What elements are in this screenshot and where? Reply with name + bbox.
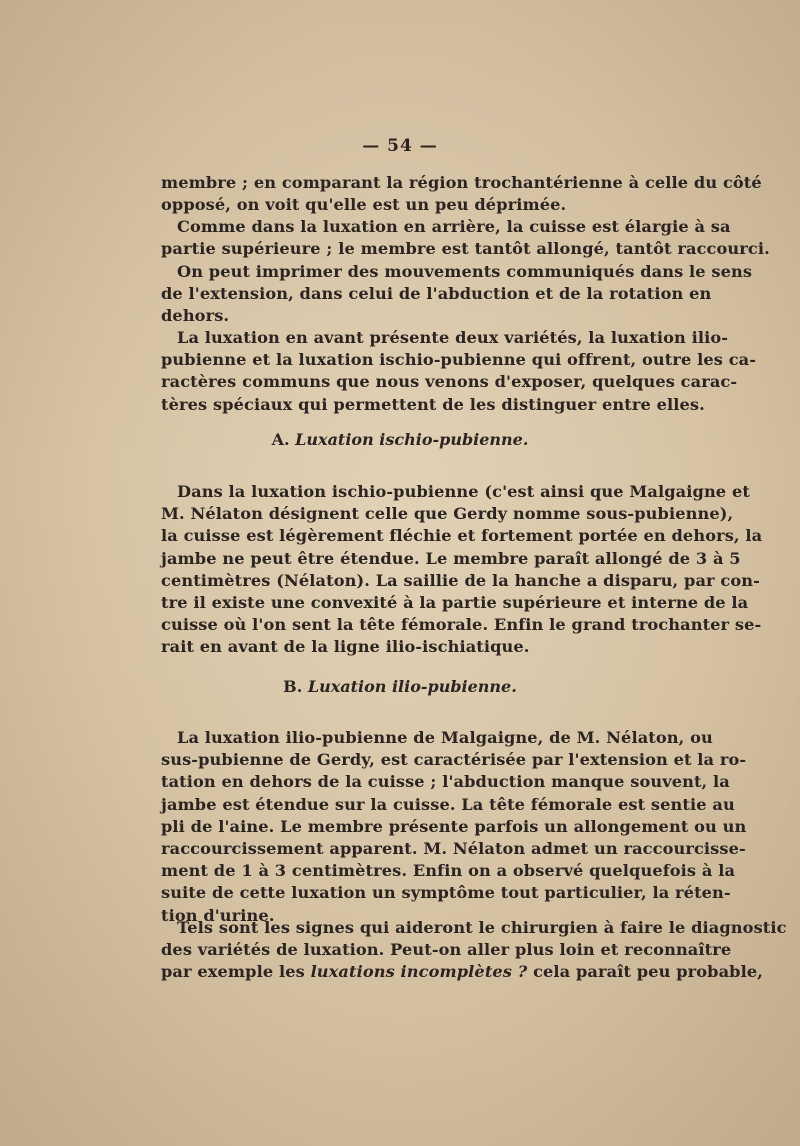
text-line: jambe est étendue sur la cuisse. La tête fémorale est sentie au — [161, 794, 735, 814]
text-line: centimètres (Nélaton). La saillie de la hanche a disparu, par con- — [161, 570, 760, 590]
italic-fragment: luxations incomplètes ? — [310, 962, 528, 982]
heading-title: Luxation ischio-pubienne. — [295, 430, 529, 449]
text-line: raccourcissement apparent. M. Nélaton admet un raccourcisse- — [161, 838, 746, 858]
text-line: dehors. — [161, 306, 230, 326]
page-number: — 54 — — [362, 136, 438, 156]
text-line: tre il existe une convexité à la partie supérieure et interne de la — [161, 592, 749, 612]
section-heading-a — [0, 430, 800, 449]
text-line: opposé, on voit qu'elle est un peu déprimée. — [161, 195, 567, 215]
text-line: sus-pubienne de Gerdy, est caractérisée par l'extension et la ro- — [161, 750, 747, 770]
paragraph-ilio-pubic — [161, 727, 747, 927]
text-line: tion d'urine. — [161, 905, 275, 925]
paragraph-movements — [161, 261, 753, 328]
text-line: ractères communs que nous venons d'exposer, quelques carac- — [161, 372, 738, 392]
paragraph-thigh — [161, 216, 770, 260]
paragraph-varieties — [161, 327, 757, 416]
text-line: membre ; en comparant la région trochantérienne à celle du côté — [161, 173, 762, 192]
heading-letter: B. — [283, 677, 303, 696]
text-line: partie supérieure ; le membre est tantôt allongé, tantôt raccourci. — [161, 239, 770, 259]
text-line: M. Nélaton désignent celle que Gerdy nomme sous-pubienne), — [161, 504, 734, 524]
text-line: pubienne et la luxation ischio-pubienne qui offrent, outre les ca- — [161, 350, 757, 370]
text-fragment: par exemple les — [161, 962, 311, 982]
text-line: On peut imprimer des mouvements communiqués dans le sens — [177, 262, 753, 281]
text-line: jambe ne peut être étendue. Le membre paraît allongé de 3 à 5 — [161, 548, 741, 568]
heading-letter: A. — [271, 430, 290, 449]
text-line-mixed — [161, 961, 763, 983]
text-line: tères spéciaux qui permettent de les distinguer entre elles. — [161, 394, 705, 414]
heading-title: Luxation ilio-pubienne. — [307, 677, 517, 696]
text-fragment: cela paraît peu probable, — [527, 962, 763, 982]
text-line: Dans la luxation ischio-pubienne (c'est ainsi que Malgaigne et — [177, 482, 750, 501]
paragraph-diagnosis — [161, 917, 787, 984]
text-line: tation en dehors de la cuisse ; l'abduction manque souvent, la — [161, 772, 730, 792]
section-heading-b — [0, 677, 800, 696]
text-line: suite de cette luxation un symptôme tout particulier, la réten- — [161, 883, 731, 903]
paragraph-continuation — [161, 172, 762, 216]
paragraph-ischio-pubic — [161, 481, 763, 659]
text-line: Tels sont les signes qui aideront le chirurgien à faire le diagnostic — [177, 918, 787, 937]
text-line: la cuisse est légèrement fléchie et fortement portée en dehors, la — [161, 526, 763, 546]
text-line: des variétés de luxation. Peut-on aller plus loin et reconnaître — [161, 940, 732, 960]
text-line: La luxation en avant présente deux variétés, la luxation ilio- — [177, 328, 729, 347]
text-line: rait en avant de la ligne ilio-ischiatique. — [161, 637, 530, 657]
text-line: cuisse où l'on sent la tête fémorale. Enfin le grand trochanter se- — [161, 615, 762, 635]
text-line: La luxation ilio-pubienne de Malgaigne, de M. Nélaton, ou — [177, 728, 713, 747]
text-line: ment de 1 à 3 centimètres. Enfin on a observé quelquefois à la — [161, 861, 736, 881]
text-line: Comme dans la luxation en arrière, la cuisse est élargie à sa — [177, 217, 731, 236]
text-line: de l'extension, dans celui de l'abduction et de la rotation en — [161, 284, 712, 304]
text-line: pli de l'aine. Le membre présente parfois un allongement ou un — [161, 816, 747, 836]
